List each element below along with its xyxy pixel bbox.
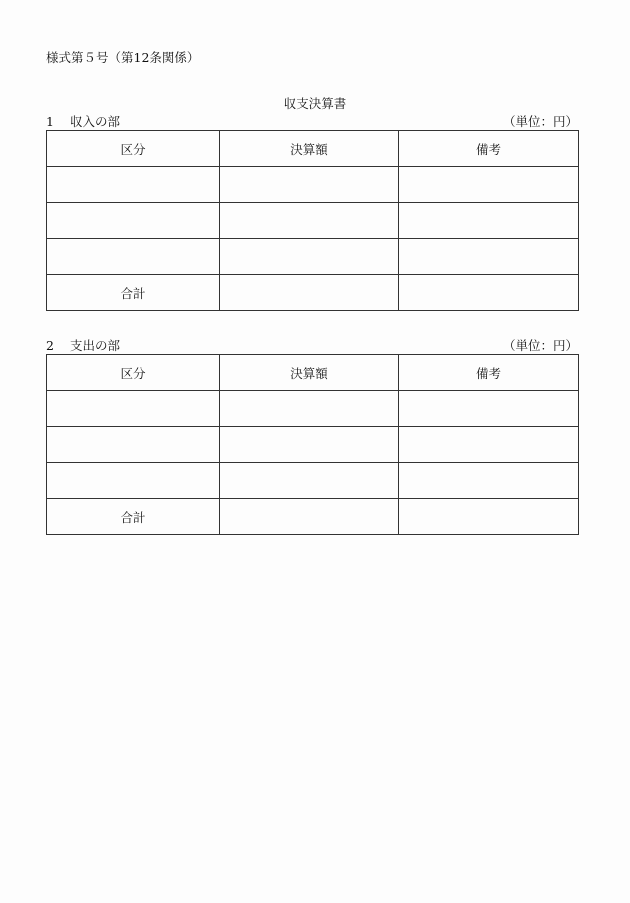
category-cell[interactable] bbox=[47, 427, 220, 463]
header-settled-amount: 決算額 bbox=[220, 355, 399, 391]
income-section bbox=[46, 114, 578, 311]
table-row bbox=[47, 239, 579, 275]
remarks-cell[interactable] bbox=[399, 239, 579, 275]
expense-section bbox=[46, 338, 578, 535]
total-row bbox=[47, 275, 579, 311]
expense-section-title: 支出の部 bbox=[69, 338, 120, 353]
income-table bbox=[46, 130, 579, 311]
header-remarks: 備考 bbox=[399, 131, 579, 167]
total-remarks-cell[interactable] bbox=[399, 275, 579, 311]
income-heading bbox=[46, 114, 120, 130]
category-cell[interactable] bbox=[47, 391, 220, 427]
category-cell[interactable] bbox=[47, 167, 220, 203]
header-category: 区分 bbox=[47, 355, 220, 391]
total-row bbox=[47, 499, 579, 535]
expense-heading bbox=[46, 338, 120, 354]
remarks-cell[interactable] bbox=[399, 463, 579, 499]
remarks-cell[interactable] bbox=[399, 391, 579, 427]
remarks-cell[interactable] bbox=[399, 427, 579, 463]
header-category: 区分 bbox=[47, 131, 220, 167]
amount-cell[interactable] bbox=[220, 427, 399, 463]
expense-table bbox=[46, 354, 579, 535]
table-row bbox=[47, 427, 579, 463]
document-title: 収支決算書 bbox=[283, 96, 347, 111]
table-row bbox=[47, 463, 579, 499]
amount-cell[interactable] bbox=[220, 203, 399, 239]
form-number-label: 様式第５号（第12条関係） bbox=[46, 50, 200, 65]
category-cell[interactable] bbox=[47, 463, 220, 499]
expense-section-number: 2 bbox=[46, 338, 54, 353]
category-cell[interactable] bbox=[47, 239, 220, 275]
total-label: 合計 bbox=[47, 275, 220, 311]
amount-cell[interactable] bbox=[220, 463, 399, 499]
expense-unit-label: （単位：円） bbox=[502, 338, 578, 353]
table-row bbox=[47, 167, 579, 203]
income-section-header bbox=[46, 114, 578, 130]
remarks-cell[interactable] bbox=[399, 167, 579, 203]
expense-section-header bbox=[46, 338, 578, 354]
amount-cell[interactable] bbox=[220, 391, 399, 427]
remarks-cell[interactable] bbox=[399, 203, 579, 239]
category-cell[interactable] bbox=[47, 203, 220, 239]
total-label: 合計 bbox=[47, 499, 220, 535]
table-row bbox=[47, 391, 579, 427]
total-remarks-cell[interactable] bbox=[399, 499, 579, 535]
amount-cell[interactable] bbox=[220, 167, 399, 203]
income-unit-label: （単位：円） bbox=[502, 114, 578, 129]
header-settled-amount: 決算額 bbox=[220, 131, 399, 167]
table-header-row bbox=[47, 131, 579, 167]
table-row bbox=[47, 203, 579, 239]
total-amount-cell[interactable] bbox=[220, 499, 399, 535]
income-section-title: 収入の部 bbox=[69, 114, 120, 129]
total-amount-cell[interactable] bbox=[220, 275, 399, 311]
table-header-row bbox=[47, 355, 579, 391]
header-remarks: 備考 bbox=[399, 355, 579, 391]
amount-cell[interactable] bbox=[220, 239, 399, 275]
income-section-number: 1 bbox=[46, 114, 54, 129]
